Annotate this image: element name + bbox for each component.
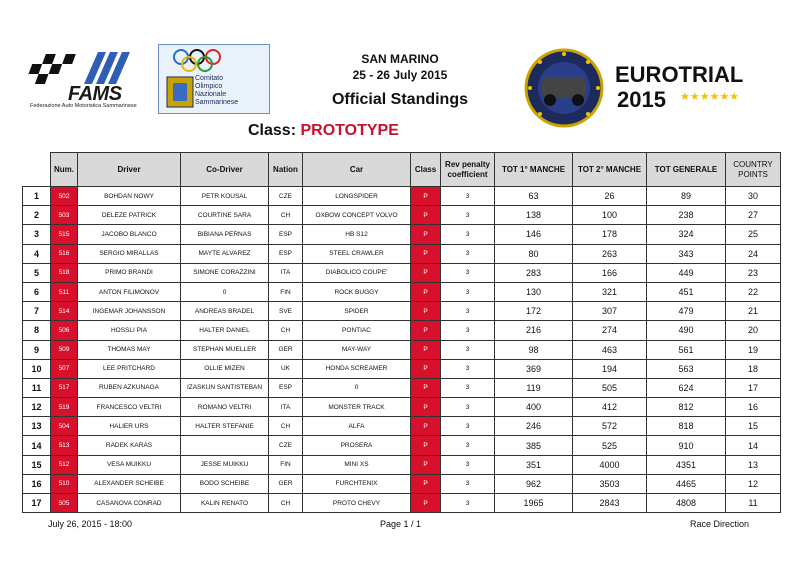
cell-position: 10 (23, 359, 51, 378)
cell-generale: 451 (647, 282, 726, 301)
cell-generale: 238 (647, 206, 726, 225)
footer-page-number: Page 1 / 1 (380, 519, 422, 529)
cell-codriver: ROMANO VELTRI (181, 398, 269, 417)
table-row (23, 302, 781, 321)
cell-country-points: 30 (726, 187, 781, 206)
cell-generale: 89 (647, 187, 726, 206)
cell-penalty: 3 (441, 359, 495, 378)
cell-driver: THOMAS MAY (78, 340, 181, 359)
cell-generale: 563 (647, 359, 726, 378)
cell-driver: BOHDAN NOWY (78, 187, 181, 206)
cell-nation: ESP (269, 244, 303, 263)
fams-subtitle: Federazione Auto Motoristica Sammarinese (30, 103, 137, 109)
cell-codriver: KALIN RENATO (181, 494, 269, 513)
cell-codriver: BODO SCHEIBE (181, 474, 269, 493)
cell-manche2: 26 (573, 187, 647, 206)
cell-penalty: 3 (441, 455, 495, 474)
coni-name-line: Comitato (195, 75, 224, 82)
cell-penalty: 3 (441, 474, 495, 493)
cell-position: 9 (23, 340, 51, 359)
cell-manche1: 119 (495, 378, 573, 397)
cell-driver: RUBEN AZKUNAGA (78, 378, 181, 397)
class-value: PROTOTYPE (300, 122, 399, 139)
cell-nation: CZE (269, 436, 303, 455)
cell-manche2: 166 (573, 263, 647, 282)
cell-nation: CH (269, 417, 303, 436)
cell-car: PROTO CHEVY (303, 494, 411, 513)
cell-class: P (411, 474, 441, 493)
cell-num: 509 (51, 340, 78, 359)
cell-position: 11 (23, 378, 51, 397)
cell-manche1: 146 (495, 225, 573, 244)
cell-generale: 490 (647, 321, 726, 340)
cell-class: P (411, 359, 441, 378)
cell-class: P (411, 417, 441, 436)
cell-manche2: 178 (573, 225, 647, 244)
cell-driver: HALIER URS (78, 417, 181, 436)
cell-manche2: 307 (573, 302, 647, 321)
cell-num: 518 (51, 263, 78, 282)
cell-position: 2 (23, 206, 51, 225)
cell-num: 504 (51, 417, 78, 436)
table-row (23, 187, 781, 206)
cell-generale: 561 (647, 340, 726, 359)
table-row (23, 436, 781, 455)
cell-class: P (411, 302, 441, 321)
cell-manche2: 274 (573, 321, 647, 340)
cell-num: 505 (51, 494, 78, 513)
cell-penalty: 3 (441, 398, 495, 417)
cell-num: 511 (51, 282, 78, 301)
cell-penalty: 3 (441, 282, 495, 301)
class-label: Class: (248, 122, 297, 139)
cell-driver: INGEMAR JOHANSSON (78, 302, 181, 321)
cell-position: 5 (23, 263, 51, 282)
cell-car: OXBOW CONCEPT VOLVO (303, 206, 411, 225)
column-header-penalty: Rev penalty coefficient (441, 153, 495, 187)
fams-wordmark: FAMS (68, 83, 122, 105)
cell-car: MONSTER TRACK (303, 398, 411, 417)
footer-timestamp: July 26, 2015 - 18:00 (48, 519, 133, 529)
cell-class: P (411, 455, 441, 474)
table-row (23, 417, 781, 436)
cell-class: P (411, 436, 441, 455)
table-row (23, 282, 781, 301)
cell-manche2: 525 (573, 436, 647, 455)
footer-signature: Race Direction (690, 519, 750, 529)
table-row (23, 263, 781, 282)
cell-car: PROSERA (303, 436, 411, 455)
cell-manche1: 1965 (495, 494, 573, 513)
cell-car: HONDA SCREAMER (303, 359, 411, 378)
cell-penalty: 3 (441, 436, 495, 455)
coni-name-line: Olimpico (195, 83, 223, 90)
cell-position: 14 (23, 436, 51, 455)
cell-position: 8 (23, 321, 51, 340)
eurotrial-badge (520, 48, 608, 128)
event-location: SAN MARINO (361, 52, 439, 66)
cell-nation: FIN (269, 455, 303, 474)
cell-generale: 4808 (647, 494, 726, 513)
cell-country-points: 24 (726, 244, 781, 263)
cell-generale: 818 (647, 417, 726, 436)
cell-nation: SVE (269, 302, 303, 321)
cell-nation: ITA (269, 263, 303, 282)
cell-position: 13 (23, 417, 51, 436)
cell-position: 7 (23, 302, 51, 321)
cell-codriver: ANDREAS BRADEL (181, 302, 269, 321)
cell-position: 16 (23, 474, 51, 493)
cell-class: P (411, 340, 441, 359)
cell-nation: FIN (269, 282, 303, 301)
cell-car: MINI XS (303, 455, 411, 474)
cell-penalty: 3 (441, 244, 495, 263)
cell-penalty: 3 (441, 417, 495, 436)
cell-car: MAY-WAY (303, 340, 411, 359)
cell-country-points: 14 (726, 436, 781, 455)
table-row (23, 244, 781, 263)
cell-penalty: 3 (441, 378, 495, 397)
cell-num: 512 (51, 455, 78, 474)
cell-class: P (411, 206, 441, 225)
eurotrial-wordmark: EUROTRIAL (615, 62, 744, 87)
cell-manche1: 216 (495, 321, 573, 340)
cell-country-points: 23 (726, 263, 781, 282)
cell-codriver: BIBIANA PERNAS (181, 225, 269, 244)
cell-num: 514 (51, 302, 78, 321)
cell-driver: JACOBO BLANCO (78, 225, 181, 244)
cell-country-points: 16 (726, 398, 781, 417)
cell-position: 6 (23, 282, 51, 301)
cell-manche1: 962 (495, 474, 573, 493)
cell-driver: SERGIO MIRALLAS (78, 244, 181, 263)
cell-manche2: 321 (573, 282, 647, 301)
cell-nation: ESP (269, 378, 303, 397)
column-header-generale: TOT GENERALE (647, 153, 726, 187)
page-title: Official Standings (331, 91, 468, 108)
cell-nation: CZE (269, 187, 303, 206)
cell-country-points: 21 (726, 302, 781, 321)
cell-driver: PRIMO BRANDI (78, 263, 181, 282)
table-row (23, 359, 781, 378)
cell-country-points: 11 (726, 494, 781, 513)
cell-penalty: 3 (441, 494, 495, 513)
cell-codriver: SIMONE CORAZZINI (181, 263, 269, 282)
cell-position: 15 (23, 455, 51, 474)
cell-class: P (411, 378, 441, 397)
coni-name-line: Nazionale (195, 91, 227, 98)
table-row (23, 398, 781, 417)
cell-country-points: 19 (726, 340, 781, 359)
cell-num: 506 (51, 321, 78, 340)
cell-generale: 324 (647, 225, 726, 244)
cell-generale: 4465 (647, 474, 726, 493)
cell-manche1: 246 (495, 417, 573, 436)
cell-penalty: 3 (441, 340, 495, 359)
cell-codriver: 0 (181, 282, 269, 301)
cell-class: P (411, 398, 441, 417)
cell-country-points: 18 (726, 359, 781, 378)
cell-penalty: 3 (441, 206, 495, 225)
cell-country-points: 22 (726, 282, 781, 301)
cell-codriver: OLLIE MIZEN (181, 359, 269, 378)
table-row (23, 378, 781, 397)
cell-driver: VESA MUIKKU (78, 455, 181, 474)
cell-car: 0 (303, 378, 411, 397)
cell-num: 516 (51, 244, 78, 263)
cell-class: P (411, 263, 441, 282)
event-dates: 25 - 26 July 2015 (352, 68, 448, 82)
table-header-row (23, 153, 781, 187)
cell-manche2: 572 (573, 417, 647, 436)
cell-driver: HOSSLI PIA (78, 321, 181, 340)
cell-codriver: JESSE MUIKKU (181, 455, 269, 474)
standings-table (22, 152, 781, 513)
cell-country-points: 13 (726, 455, 781, 474)
cell-manche2: 194 (573, 359, 647, 378)
cell-class: P (411, 225, 441, 244)
cell-driver: LEE PRITCHARD (78, 359, 181, 378)
column-header-nation: Nation (269, 153, 303, 187)
cell-codriver: STEPHAN MUELLER (181, 340, 269, 359)
cell-car: ROCK BUGGY (303, 282, 411, 301)
cell-country-points: 27 (726, 206, 781, 225)
cell-manche2: 505 (573, 378, 647, 397)
cell-driver: ANTON FILIMONOV (78, 282, 181, 301)
column-header-manche1: TOT 1° MANCHE (495, 153, 573, 187)
cell-codriver: PETR KOUSAL (181, 187, 269, 206)
eurotrial-year: 2015 (617, 87, 666, 112)
cell-nation: CH (269, 206, 303, 225)
cell-class: P (411, 244, 441, 263)
column-header-codriver: Co-Driver (181, 153, 269, 187)
cell-position: 4 (23, 244, 51, 263)
column-header-manche2: TOT 2° MANCHE (573, 153, 647, 187)
cell-penalty: 3 (441, 225, 495, 244)
cell-car: SPIDER (303, 302, 411, 321)
table-row (23, 225, 781, 244)
cell-codriver: HALTER STEFANIE (181, 417, 269, 436)
cell-position: 17 (23, 494, 51, 513)
cell-country-points: 20 (726, 321, 781, 340)
cell-penalty: 3 (441, 187, 495, 206)
table-row (23, 206, 781, 225)
cell-manche2: 263 (573, 244, 647, 263)
cell-driver: ALEXANDER SCHEIBE (78, 474, 181, 493)
cell-codriver (181, 436, 269, 455)
cell-nation: CH (269, 321, 303, 340)
cell-class: P (411, 321, 441, 340)
cell-penalty: 3 (441, 302, 495, 321)
cell-nation: CH (269, 494, 303, 513)
coni-name-line: Sammarinese (195, 99, 239, 106)
cell-generale: 343 (647, 244, 726, 263)
cell-nation: GER (269, 340, 303, 359)
cell-position: 1 (23, 187, 51, 206)
cell-codriver: MAYTE ALVAREZ (181, 244, 269, 263)
cell-num: 517 (51, 378, 78, 397)
table-row (23, 321, 781, 340)
cell-num: 507 (51, 359, 78, 378)
cell-manche1: 400 (495, 398, 573, 417)
table-row (23, 455, 781, 474)
cell-car: STEEL CRAWLER (303, 244, 411, 263)
cell-car: HB S12 (303, 225, 411, 244)
cell-codriver: COURTINE SARA (181, 206, 269, 225)
cell-num: 502 (51, 187, 78, 206)
table-row (23, 340, 781, 359)
cell-manche1: 351 (495, 455, 573, 474)
cell-nation: ESP (269, 225, 303, 244)
cell-penalty: 3 (441, 263, 495, 282)
event-heading (300, 52, 500, 109)
cell-country-points: 12 (726, 474, 781, 493)
cell-class: P (411, 282, 441, 301)
cell-manche2: 4000 (573, 455, 647, 474)
column-header-num: Num. (51, 153, 78, 187)
cell-generale: 812 (647, 398, 726, 417)
cell-driver: FRANCESCO VELTRI (78, 398, 181, 417)
cell-generale: 624 (647, 378, 726, 397)
cell-class: P (411, 187, 441, 206)
column-header-class: Class (411, 153, 441, 187)
cell-nation: ITA (269, 398, 303, 417)
cell-codriver: IZASKUN SANTISTEBAN (181, 378, 269, 397)
cell-codriver: HALTER DANIEL (181, 321, 269, 340)
cell-driver: RADEK KARAS (78, 436, 181, 455)
cell-car: DIABOLICO COUPE' (303, 263, 411, 282)
cell-manche1: 172 (495, 302, 573, 321)
cell-num: 510 (51, 474, 78, 493)
cell-num: 503 (51, 206, 78, 225)
cell-manche2: 100 (573, 206, 647, 225)
cell-manche2: 2843 (573, 494, 647, 513)
cell-driver: DELEZE PATRICK (78, 206, 181, 225)
table-row (23, 494, 781, 513)
cell-generale: 4351 (647, 455, 726, 474)
cell-num: 515 (51, 225, 78, 244)
coni-name (195, 75, 238, 107)
cell-manche2: 3503 (573, 474, 647, 493)
cell-car: LONGSPIDER (303, 187, 411, 206)
cell-generale: 449 (647, 263, 726, 282)
column-header-driver: Driver (78, 153, 181, 187)
cell-generale: 910 (647, 436, 726, 455)
cell-car: ALFA (303, 417, 411, 436)
cell-manche1: 283 (495, 263, 573, 282)
cell-manche1: 98 (495, 340, 573, 359)
cell-generale: 479 (647, 302, 726, 321)
cell-position: 3 (23, 225, 51, 244)
cell-manche1: 63 (495, 187, 573, 206)
cell-car: PONTIAC (303, 321, 411, 340)
cell-manche2: 412 (573, 398, 647, 417)
cell-manche1: 385 (495, 436, 573, 455)
cell-country-points: 15 (726, 417, 781, 436)
cell-driver: CASANOVA CONRAD (78, 494, 181, 513)
cell-class: P (411, 494, 441, 513)
cell-num: 519 (51, 398, 78, 417)
cell-position: 12 (23, 398, 51, 417)
table-row (23, 474, 781, 493)
stars-icon: ★★★★★★ (680, 91, 740, 103)
cell-country-points: 17 (726, 378, 781, 397)
column-header-car: Car (303, 153, 411, 187)
cell-penalty: 3 (441, 321, 495, 340)
column-header-position (23, 153, 51, 187)
cell-manche1: 369 (495, 359, 573, 378)
cell-manche2: 463 (573, 340, 647, 359)
cell-manche1: 138 (495, 206, 573, 225)
cell-nation: UK (269, 359, 303, 378)
class-heading (248, 122, 399, 140)
cell-country-points: 25 (726, 225, 781, 244)
cell-num: 513 (51, 436, 78, 455)
cell-manche1: 80 (495, 244, 573, 263)
cell-nation: GER (269, 474, 303, 493)
cell-manche1: 130 (495, 282, 573, 301)
column-header-country-points: COUNTRY POINTS (726, 153, 781, 187)
cell-car: FURCHTENIX (303, 474, 411, 493)
